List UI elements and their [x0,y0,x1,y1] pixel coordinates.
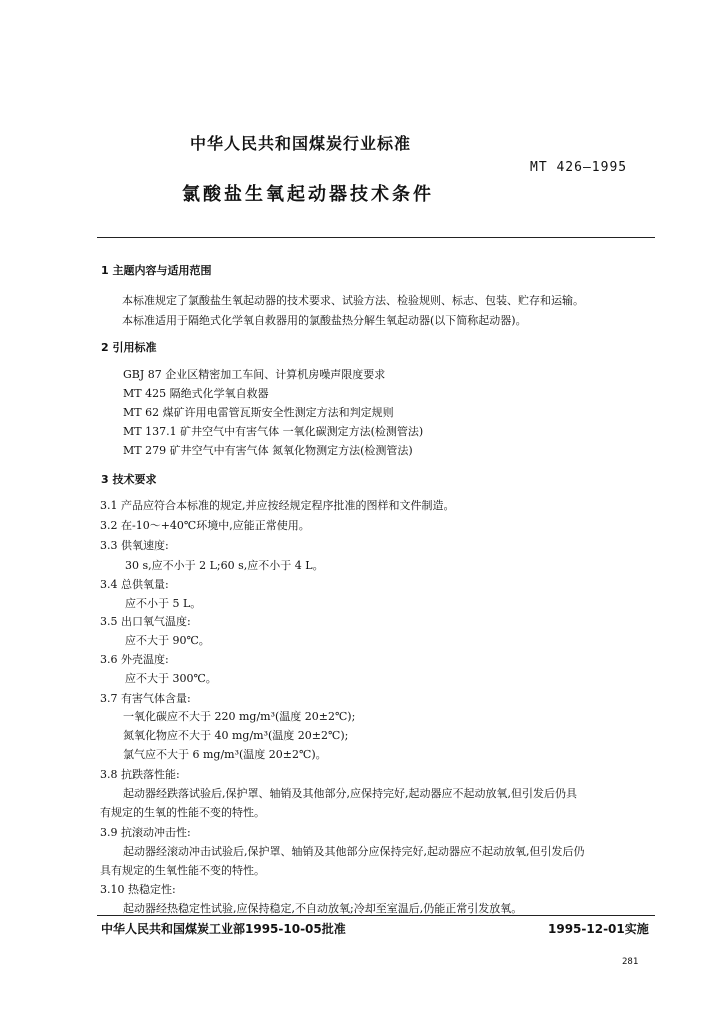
clause-3-8-text: 有规定的生氧的性能不变的特性。 [100,806,265,819]
clause-3-4: 3.4 总供氧量: [100,578,169,591]
clause-3-6: 3.6 外壳温度: [100,653,169,666]
clause-3-9-text: 起动器经滚动冲击试验后,保护罩、轴销及其他部分应保持完好,起动器应不起动放氧,但引发后仍 [123,845,585,858]
reference-item: MT 425 隔绝式化学氧自救器 [123,387,269,400]
clause-3-10-text: 起动器经热稳定性试验,应保持稳定,不自动放氧;冷却至室温后,仍能正常引发放氧。 [123,902,523,915]
reference-item: MT 62 煤矿许用电雷管瓦斯安全性测定方法和判定规则 [123,406,394,419]
section-1-paragraph: 本标准适用于隔绝式化学氧自救器用的氯酸盐热分解生氧起动器(以下简称起动器)。 [122,314,527,327]
page-title: 氯酸盐生氧起动器技术条件 [182,184,434,205]
standard-code: MT 426—1995 [530,160,628,175]
page-number: 281 [622,957,639,967]
reference-item: MT 279 矿井空气中有害气体 氮氧化物测定方法(检测管法) [123,444,413,457]
clause-3-10: 3.10 热稳定性: [100,883,176,896]
section-1-heading: 1 主题内容与适用范围 [101,264,212,277]
standard-category: 中华人民共和国煤炭行业标准 [190,134,412,153]
clause-3-7-text: 一氧化碳应不大于 220 mg/m³(温度 20±2℃); [123,710,356,723]
clause-3-8: 3.8 抗跌落性能: [100,768,180,781]
clause-3-1: 3.1 产品应符合本标准的规定,并应按经规定程序批准的图样和文件制造。 [100,499,455,512]
section-2-heading: 2 引用标准 [101,341,157,354]
clause-3-2: 3.2 在-10～+40℃环境中,应能正常使用。 [100,519,310,532]
clause-3-9-text: 具有规定的生氧性能不变的特性。 [100,864,265,877]
clause-3-5: 3.5 出口氧气温度: [100,615,191,628]
clause-3-5-text: 应不大于 90℃。 [125,634,210,647]
implementation-date: 1995-12-01实施 [548,922,649,936]
footer-divider [97,915,655,916]
clause-3-7: 3.7 有害气体含量: [100,692,191,705]
clause-3-3: 3.3 供氧速度: [100,539,169,552]
clause-3-4-text: 应不小于 5 L。 [125,597,202,610]
reference-item: GBJ 87 企业区精密加工车间、计算机房噪声限度要求 [123,368,386,381]
section-1-paragraph: 本标准规定了氯酸盐生氧起动器的技术要求、试验方法、检验规则、标志、包装、贮存和运输。 [122,294,584,307]
clause-3-9: 3.9 抗滚动冲击性: [100,826,191,839]
section-3-heading: 3 技术要求 [101,473,157,486]
clause-3-6-text: 应不大于 300℃。 [125,672,217,685]
clause-3-8-text: 起动器经跌落试验后,保护罩、轴销及其他部分,应保持完好,起动器应不起动放氧,但引发后仍具 [123,787,577,800]
approval-statement: 中华人民共和国煤炭工业部1995-10-05批准 [101,922,346,936]
header-divider [97,237,655,238]
clause-3-7-text: 氯气应不大于 6 mg/m³(温度 20±2℃)。 [123,748,327,761]
clause-3-7-text: 氮氧化物应不大于 40 mg/m³(温度 20±2℃); [123,729,349,742]
reference-item: MT 137.1 矿井空气中有害气体 一氧化碳测定方法(检测管法) [123,425,424,438]
clause-3-3-text: 30 s,应不小于 2 L;60 s,应不小于 4 L。 [125,559,324,572]
